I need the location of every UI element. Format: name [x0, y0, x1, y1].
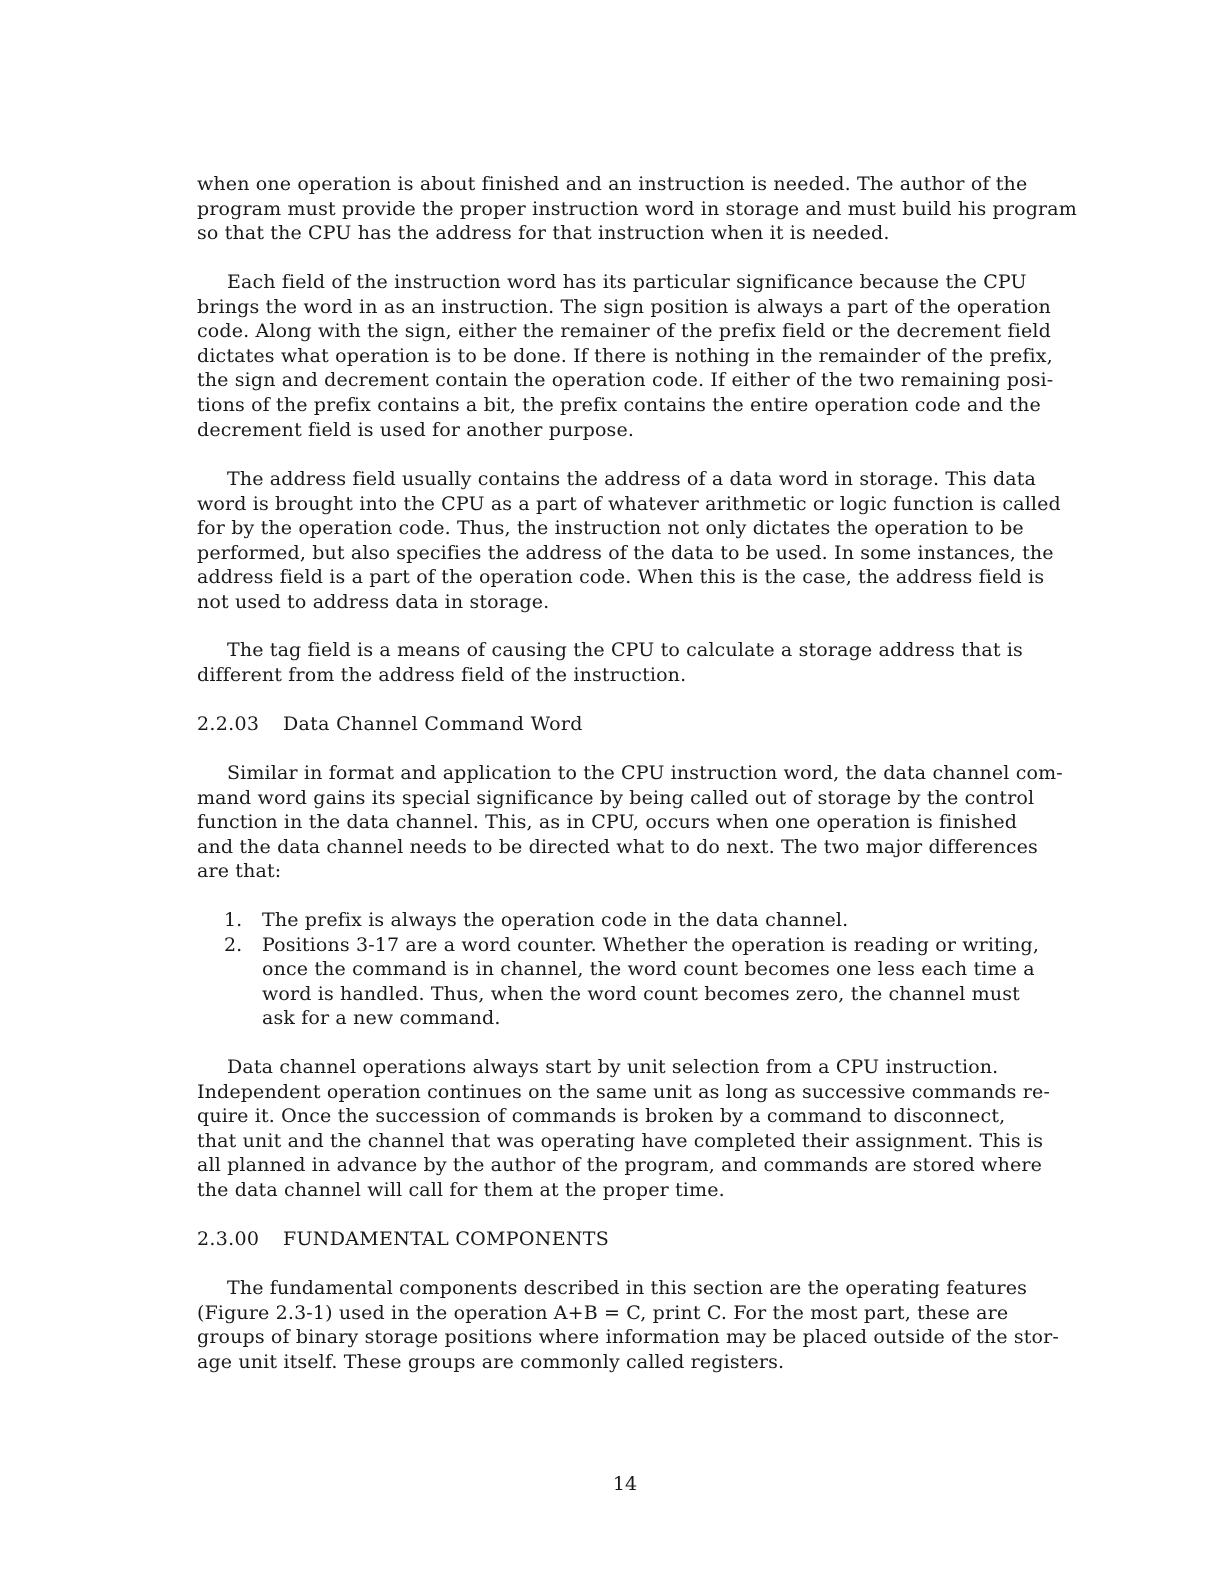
text-line: for by the operation code. Thus, the instruction not only dictates the operation to be	[197, 517, 1024, 540]
list-item	[224, 933, 1074, 1031]
text-line: Each field of the instruction word has its particular significance because the CPU	[227, 271, 1027, 293]
text-line: decrement field is used for another purpose.	[197, 418, 635, 441]
text-line: different from the address field of the instruction.	[197, 663, 687, 686]
list-item	[224, 908, 1074, 933]
paragraph-data-channel-operations	[197, 1055, 1077, 1203]
list-marker: 2.	[224, 933, 243, 956]
text-line: not used to address data in storage.	[197, 590, 550, 613]
text-line: and the data channel needs to be directed what to do next. The two major differences	[197, 835, 1038, 858]
text-line: (Figure 2.3-1) used in the operation A+B = C, print C. For the most part, these are	[197, 1301, 1009, 1324]
page-number: 14	[612, 1473, 638, 1495]
section-heading-data-channel-command-word	[197, 712, 583, 737]
text-line: Positions 3-17 are a word counter. Whether the operation is reading or writing,	[262, 933, 1040, 956]
list-marker: 1.	[224, 909, 243, 931]
text-line: The prefix is always the operation code in the data channel.	[262, 909, 849, 931]
text-line: ask for a new command.	[262, 1007, 501, 1030]
text-line: The fundamental components described in this section are the operating features	[227, 1277, 1027, 1299]
text-line: The tag field is a means of causing the CPU to calculate a storage address that is	[227, 639, 1023, 661]
paragraph-address-field	[197, 467, 1077, 615]
text-line: once the command is in channel, the word count becomes one less each time a	[262, 958, 1035, 981]
text-line: word is brought into the CPU as a part of whatever arithmetic or logic function is called	[197, 492, 1061, 515]
section-title: Data Channel Command Word	[283, 713, 583, 735]
text-line: Data channel operations always start by unit selection from a CPU instruction.	[227, 1056, 999, 1078]
text-line: tions of the prefix contains a bit, the prefix contains the entire operation code and the	[197, 393, 1041, 416]
text-line: quire it. Once the succession of commands is broken by a command to disconnect,	[197, 1105, 1006, 1128]
text-line: are that:	[197, 860, 282, 883]
text-line: the sign and decrement contain the operation code. If either of the two remaining posi-	[197, 369, 1054, 392]
text-line: mand word gains its special significance by being called out of storage by the control	[197, 786, 1035, 809]
differences-list	[224, 908, 1074, 1031]
section-title: FUNDAMENTAL COMPONENTS	[283, 1228, 610, 1250]
section-number: 2.3.00	[197, 1228, 260, 1250]
text-line: groups of binary storage positions where information may be placed outside of the stor-	[197, 1326, 1059, 1349]
text-line: address field is a part of the operation code. When this is the case, the address field is	[197, 566, 1045, 589]
text-line: so that the CPU has the address for that instruction when it is needed.	[197, 222, 890, 245]
text-line: dictates what operation is to be done. If there is nothing in the remainder of the prefix,	[197, 344, 1053, 367]
text-line: age unit itself. These groups are commonly called registers.	[197, 1350, 785, 1373]
text-line: brings the word in as an instruction. The sign position is always a part of the operation	[197, 295, 1051, 318]
text-line: Similar in format and application to the CPU instruction word, the data channel com-	[227, 762, 1063, 784]
text-line: performed, but also specifies the address of the data to be used. In some instances, the	[197, 541, 1054, 564]
paragraph-fundamental-components	[197, 1276, 1077, 1374]
text-line: program must provide the proper instruction word in storage and must build his program	[197, 197, 1077, 220]
section-number: 2.2.03	[197, 713, 260, 735]
paragraph-tag-field	[197, 638, 1077, 687]
section-heading-fundamental-components	[197, 1227, 609, 1252]
text-line: that unit and the channel that was operating have completed their assignment. This is	[197, 1129, 1044, 1152]
text-line: Independent operation continues on the same unit as long as successive commands re-	[197, 1080, 1050, 1103]
text-line: word is handled. Thus, when the word count becomes zero, the channel must	[262, 982, 1020, 1005]
paragraph-instruction-fields	[197, 270, 1077, 442]
text-line: function in the data channel. This, as in CPU, occurs when one operation is finished	[197, 811, 1018, 834]
text-line: code. Along with the sign, either the remainer of the prefix field or the decrement field	[197, 320, 1051, 343]
paragraph-data-channel-command	[197, 761, 1077, 884]
paragraph-instruction-needed	[197, 172, 1077, 246]
text-line: the data channel will call for them at the proper time.	[197, 1178, 725, 1201]
text-line: The address field usually contains the address of a data word in storage. This data	[227, 468, 1036, 490]
text-line: all planned in advance by the author of the program, and commands are stored where	[197, 1154, 1042, 1177]
text-line: when one operation is about finished and an instruction is needed. The author of the	[197, 173, 1028, 195]
